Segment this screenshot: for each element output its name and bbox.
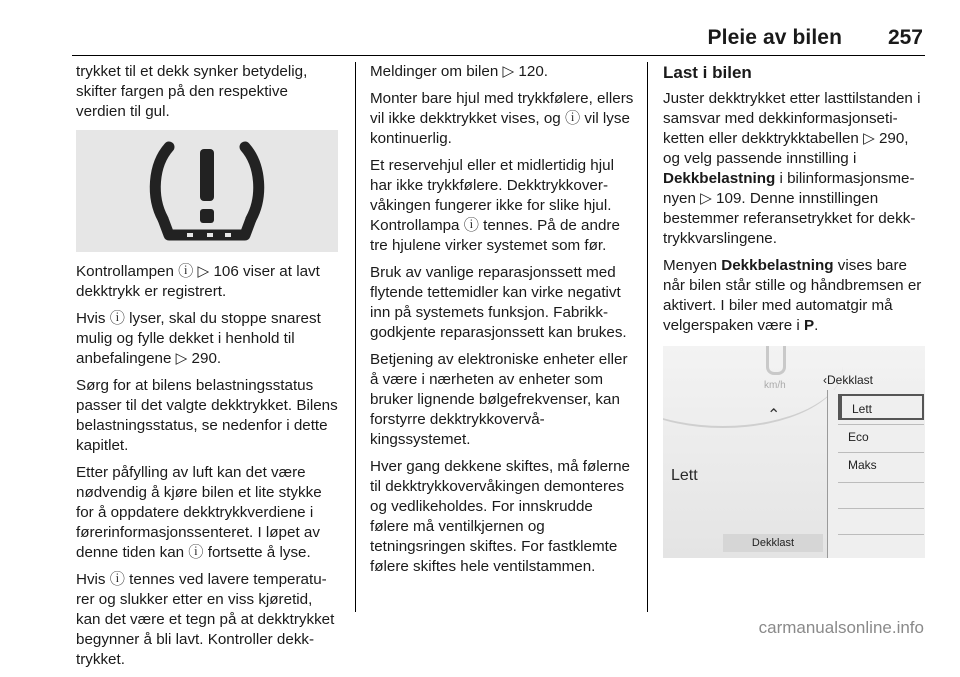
page-number: 257 (887, 26, 923, 49)
menu-option-maks[interactable]: Maks (848, 458, 877, 472)
menu-separator (838, 508, 924, 509)
paragraph: Monter bare hjul med trykkfølere, ellers vil ikke dekktrykket vises, og ⓘ vil lyse kontinuerlig. (370, 90, 634, 147)
paragraph: Etter påfylling av luft kan det være nødvendig å kjøre bilen et lite stykke for å oppdatere dekktrykkverdiene i førerinformasjonssenteret. I løpet av denne tiden kan ⓘ fortsette å lyse. (76, 464, 322, 561)
paragraph: Bruk av vanlige reparasjonssett med flytende tettemidler kan virke negativt inn på systemets funksjon. Fabrikkgodkjente reparasjonssett kan brukes. (370, 264, 627, 341)
tpms-warning-icon (76, 130, 338, 252)
menu-separator (838, 534, 924, 535)
paragraph: Hvis ⓘ lyser, skal du stoppe snarest mulig og fylle dekket i henhold til anbefalingene ▷ 290. (76, 310, 321, 367)
paragraph: Hvis ⓘ tennes ved lavere temperaturer og slukker etter en viss kjøretid, kan det være et tegn på at dekktrykket begynner å bli lavt. Kontroller dekktrykket. (76, 571, 335, 668)
paragraph (663, 89, 925, 249)
page-header (0, 0, 960, 58)
paragraph: Meldinger om bilen ▷ 120. (370, 63, 548, 80)
column-right (663, 62, 925, 558)
paragraph: Betjening av elektroniske enheter eller å være i nærheten av enheter som bruker lignende bølgefrekvenser, kan forstyrre dekktrykkovervåkingssystemet. (370, 351, 628, 448)
chevron-up-icon: ⌃ (767, 407, 781, 424)
menu-option-lett[interactable]: Lett (838, 394, 924, 420)
text-run: vises bare når bilen står stille og håndbremsen er aktivert. I biler med automatgir må velgerspaken være i (663, 257, 922, 334)
tire-pressure-icon (147, 139, 267, 243)
text-run: . (814, 317, 819, 334)
paragraph (663, 256, 925, 336)
header-rule (72, 55, 925, 56)
watermark: carmanualsonline.info (758, 618, 924, 637)
paragraph: Et reservehjul eller et midlertidig hjul har ikke trykkfølere. Dekktrykkovervåkingen fungerer ikke for slike hjul. Kontrollampa ⓘ tennes. På de andre tre hjulene virker systemet som før. (370, 157, 620, 254)
column-divider (647, 62, 648, 612)
text-run: Menyen (663, 257, 722, 274)
load-menu (827, 390, 925, 558)
display-arc (663, 346, 843, 428)
paragraph: Kontrollampen ⓘ ▷ 106 viser at lavt dekktrykk er registrert. (76, 263, 320, 300)
paragraph: trykket til et dekk synker betydelig, skifter fargen på den respektive verdien til gul. (76, 63, 308, 120)
bottom-menu-label: Dekklast (723, 534, 823, 552)
column-middle (370, 62, 634, 584)
driver-info-display (663, 346, 925, 558)
menu-title: ‹Dekklast (823, 373, 874, 387)
text-run: i bilinformasjonsmenyen ▷ 109. Denne innstillingen bestemmer referansetrykket for dekktrykkvarslingene. (663, 170, 916, 247)
page-title: Pleie av bilen (707, 26, 842, 49)
gear-position: P (803, 317, 815, 334)
paragraph: Hver gang dekkene skiftes, må følerne til dekktrykkovervåkingen demonteres og vedlikeholdes. For innskrudde følere må ventilkjernen og tetningsringen skiftes. For fastklemte følere skiftes hele ventilstammen. (370, 458, 630, 575)
text-run: Juster dekktrykket etter lasttilstanden i samsvar med dekkinformasjonsetiketten eller dekktrykktabellen ▷ 290, og velg passende innstilling i (663, 90, 921, 167)
speed-digit (766, 346, 786, 375)
column-divider (355, 62, 356, 612)
menu-option-eco[interactable]: Eco (848, 430, 869, 444)
menu-name: Dekkbelastning (663, 170, 776, 187)
menu-separator (838, 482, 924, 483)
speed-unit: km/h (764, 380, 786, 391)
paragraph: Sørg for at bilens belastningsstatus passer til det valgte dekktrykket. Bilens belastningsstatus, se nedenfor i dette kapitlet. (76, 377, 338, 454)
menu-name: Dekkbelastning (721, 257, 834, 274)
column-left (76, 62, 340, 677)
current-load-label: Lett (671, 467, 698, 484)
section-heading: Last i bilen (663, 63, 752, 82)
